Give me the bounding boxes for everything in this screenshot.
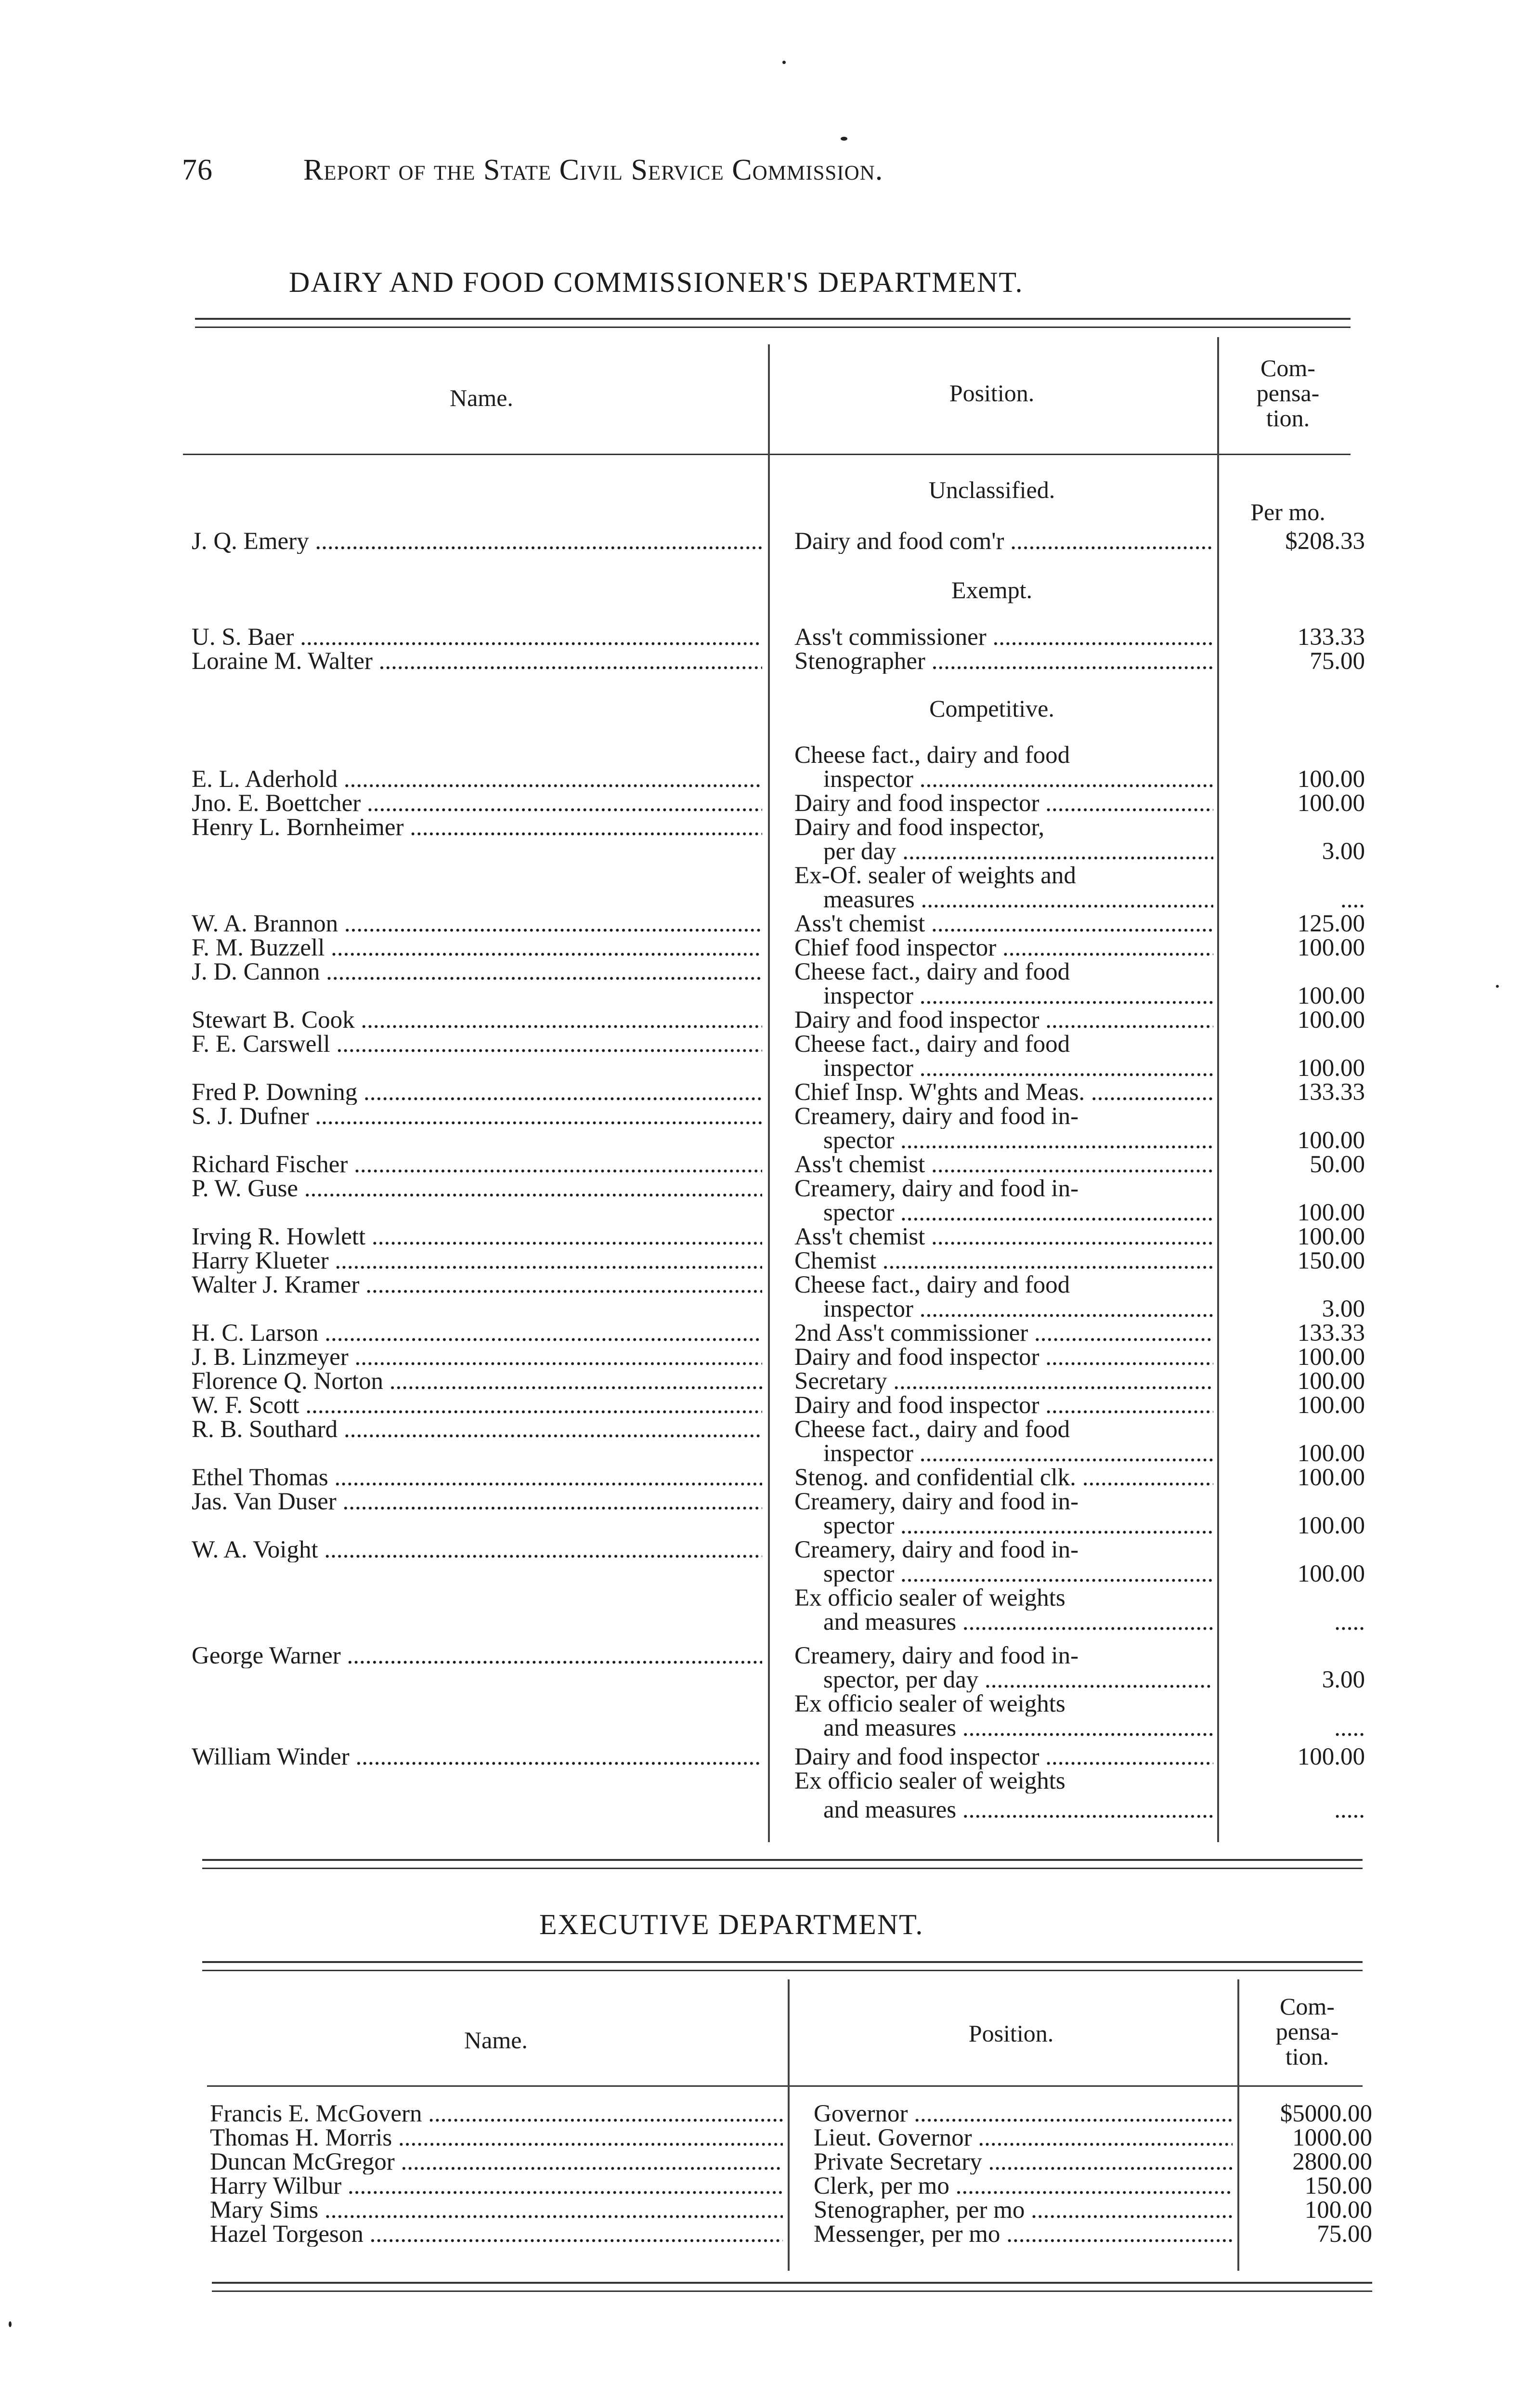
executive-table-pay: 2800.00 [1292,2148,1372,2175]
dairy-table-name: Jas. Van Duser ..... [192,1489,762,1514]
dairy-table-position: Stenog. and confidential clk. ..... [794,1465,1213,1490]
dairy-table-position: Cheese fact., dairy and food [794,959,1070,984]
dairy-table-position: spector ..... [823,1128,1213,1153]
dairy-table-position: and measures ..... [823,1715,1213,1741]
dairy-table-pay: 100.00 [1297,1344,1365,1371]
exec-bottom-rule-1 [212,2282,1372,2284]
dairy-table-name: U. S. Baer ..... [192,625,762,650]
dairy-table-pay: 100.00 [1297,766,1365,793]
dairy-table-name: William Winder ..... [192,1744,762,1769]
dairy-table-position: Creamery, dairy and food in- [794,1643,1079,1668]
dairy-table-position: inspector ..... [823,1056,1213,1081]
dairy-table-name: Irving R. Howlett ..... [192,1224,762,1249]
scan-speck [1496,985,1499,988]
dairy-table-name: J. B. Linzmeyer ..... [192,1345,762,1370]
page-number: 76 [182,154,213,186]
dairy-table-position: Ass't chemist ..... [794,1224,1213,1249]
dairy-table-name: W. F. Scott ..... [192,1393,762,1418]
dairy-table-position: Dairy and food inspector ..... [794,1744,1213,1769]
scan-speck [841,137,847,141]
executive-table-position: Clerk, per mo ..... [814,2173,1233,2199]
dairy-per-mo: Per mo. [1250,498,1325,525]
dairy-table-name: J. D. Cannon ..... [192,959,762,984]
dairy-table-position: spector, per day ..... [823,1667,1213,1692]
dairy-table-position: measures ..... [823,887,1213,912]
executive-table-pay: 150.00 [1304,2172,1372,2199]
dairy-table-position: Chief food inspector ..... [794,935,1213,960]
dairy-table-pay: 100.00 [1297,1392,1365,1419]
executive-table-position: Private Secretary ..... [814,2149,1233,2174]
dairy-table-name: Loraine M. Walter ..... [192,649,762,674]
dairy-table-name: F. E. Carswell ..... [192,1032,762,1057]
dairy-table-name: R. B. Southard ..... [192,1417,762,1442]
dairy-table-position: inspector ..... [823,767,1213,792]
exec-col-divider-1 [788,1979,790,2271]
dairy-table-position: Chief Insp. W'ghts and Meas. ..... [794,1080,1213,1105]
dairy-table-position: Secretary ..... [794,1369,1213,1394]
executive-table-pay: $5000.00 [1280,2100,1372,2127]
dairy-table-name: W. A. Voight ..... [192,1537,762,1562]
dairy-table-position: Chemist ..... [794,1248,1213,1273]
dairy-header-rule [183,454,1351,455]
executive-table-pay: 1000.00 [1292,2124,1372,2151]
dairy-table-name: F. M. Buzzell ..... [192,935,762,960]
dairy-table-position: Creamery, dairy and food in- [794,1537,1079,1562]
dairy-table-position: per day ..... [823,839,1213,864]
dairy-table-pay: 100.00 [1297,1464,1365,1491]
executive-table-name: Mary Sims ..... [210,2198,783,2223]
executive-table-name: Harry Wilbur ..... [210,2173,783,2199]
dairy-table-pay: 133.33 [1297,1320,1365,1347]
dairy-table-name: J. Q. Emery ..... [192,529,762,554]
dairy-table-position: Ex-Of. sealer of weights and [794,863,1076,888]
dairy-table-pay: 75.00 [1310,648,1365,675]
dairy-table-name: Stewart B. Cook ..... [192,1008,762,1033]
running-head: Report of the State Civil Service Commission. [303,154,883,186]
dairy-table-pay: 150.00 [1297,1247,1365,1274]
dairy-table-position: spector ..... [823,1561,1213,1586]
dairy-table-position: and measures ..... [823,1610,1213,1635]
dairy-table-position: Dairy and food inspector ..... [794,1345,1213,1370]
exec-col-divider-2 [1237,1979,1239,2271]
dairy-col-name: Name. [450,384,513,411]
dairy-table-position: spector ..... [823,1200,1213,1225]
dairy-table-name: E. L. Aderhold ..... [192,767,762,792]
dairy-table-pay: 100.00 [1297,1007,1365,1034]
dairy-table-pay: 3.00 [1322,1296,1365,1322]
dairy-table-position: Dairy and food com'r ..... [794,529,1213,554]
dairy-sec-unclassified: Unclassified. [928,476,1055,503]
dairy-table-position: Dairy and food inspector ..... [794,791,1213,816]
dairy-table-pay: 3.00 [1322,1666,1365,1693]
dairy-table-pay: 100.00 [1297,1512,1365,1539]
exec-col-position: Position. [968,2020,1054,2047]
dairy-table-position: Cheese fact., dairy and food [794,1272,1070,1297]
dairy-col-comp-1: Com- [1260,354,1315,381]
exec-col-comp-3: tion. [1285,2043,1329,2070]
dairy-table-position: inspector ..... [823,1296,1213,1322]
dairy-top-rule-1 [195,318,1351,320]
dairy-table-pay: 100.00 [1297,1560,1365,1587]
dairy-table-pay: .... [1340,886,1365,913]
executive-table-position: Messenger, per mo ..... [814,2222,1233,2247]
dairy-table-position: Ass't chemist ..... [794,911,1213,936]
exec-header-rule [207,2085,1363,2087]
dairy-table-pay: 133.33 [1297,624,1365,651]
dairy-table-position: Ass't chemist ..... [794,1152,1213,1177]
exec-top-rule-2 [202,1970,1363,1971]
dairy-table-name: W. A. Brannon ..... [192,911,762,936]
dairy-table-position: Ex officio sealer of weights [794,1585,1065,1610]
dairy-table-pay: 125.00 [1297,910,1365,937]
executive-dept-title: EXECUTIVE DEPARTMENT. [539,1909,924,1940]
dairy-bottom-rule-1 [202,1859,1363,1861]
dairy-table-position: Dairy and food inspector ..... [794,1393,1213,1418]
dairy-table-position: inspector ..... [823,1441,1213,1466]
dairy-table-position: and measures ..... [823,1797,1213,1822]
scan-speck [9,2321,12,2327]
executive-table-name: Duncan McGregor ..... [210,2149,783,2174]
dairy-col-divider-1 [768,344,770,1842]
dairy-table-pay: 100.00 [1297,934,1365,961]
executive-table-position: Governor ..... [814,2101,1233,2126]
dairy-table-pay: ..... [1334,1714,1365,1741]
dairy-col-comp-2: pensa- [1256,380,1320,406]
dairy-table-pay: 100.00 [1297,1199,1365,1226]
dairy-table-position: spector ..... [823,1513,1213,1538]
dairy-table-name: Florence Q. Norton ..... [192,1369,762,1394]
executive-table-name: Thomas H. Morris ..... [210,2125,783,2150]
dairy-table-name: Jno. E. Boettcher ..... [192,791,762,816]
dairy-col-comp-3: tion. [1266,405,1310,432]
executive-table-name: Francis E. McGovern ..... [210,2101,783,2126]
dairy-table-pay: 100.00 [1297,1055,1365,1082]
dairy-table-position: Stenographer ..... [794,649,1213,674]
scan-speck [782,61,786,64]
dairy-table-position: Creamery, dairy and food in- [794,1176,1079,1201]
dairy-table-name: Walter J. Kramer ..... [192,1272,762,1297]
dairy-table-name: Fred P. Downing ..... [192,1080,762,1105]
dairy-table-pay: 100.00 [1297,1440,1365,1467]
dairy-table-position: Cheese fact., dairy and food [794,1032,1070,1057]
dairy-table-position: Creamery, dairy and food in- [794,1489,1079,1514]
dairy-table-pay: 100.00 [1297,1223,1365,1250]
dairy-table-position: Cheese fact., dairy and food [794,1417,1070,1442]
dairy-sec-exempt: Exempt. [951,576,1033,603]
dairy-top-rule-2 [195,327,1351,328]
dairy-table-position: Dairy and food inspector ..... [794,1008,1213,1033]
dairy-table-position: Dairy and food inspector, [794,815,1045,840]
dairy-table-pay: 100.00 [1297,1127,1365,1154]
dairy-table-position: 2nd Ass't commissioner ..... [794,1321,1213,1346]
dairy-table-pay: 133.33 [1297,1079,1365,1106]
dairy-table-name: Ethel Thomas ..... [192,1465,762,1490]
dairy-table-pay: 100.00 [1297,1743,1365,1770]
dairy-table-position: Cheese fact., dairy and food [794,743,1070,768]
executive-table-pay: 75.00 [1317,2221,1372,2248]
dairy-table-name: Richard Fischer ..... [192,1152,762,1177]
executive-table-pay: 100.00 [1304,2197,1372,2224]
exec-col-comp-2: pensa- [1275,2018,1339,2045]
dairy-table-pay: $208.33 [1285,528,1365,555]
dairy-table-pay: ..... [1334,1609,1365,1636]
dairy-sec-competitive: Competitive. [929,695,1054,722]
dairy-table-name: Henry L. Bornheimer ..... [192,815,762,840]
dairy-table-pay: 100.00 [1297,790,1365,817]
dairy-table-position: Ex officio sealer of weights [794,1768,1065,1793]
dairy-table-position: Ex officio sealer of weights [794,1691,1065,1716]
dairy-dept-title: DAIRY AND FOOD COMMISSIONER'S DEPARTMENT. [289,266,1024,298]
exec-top-rule-1 [202,1961,1363,1963]
dairy-table-name: P. W. Guse ..... [192,1176,762,1201]
dairy-table-pay: 100.00 [1297,1368,1365,1395]
exec-bottom-rule-2 [212,2290,1372,2292]
dairy-table-position: Ass't commissioner ..... [794,625,1213,650]
executive-table-position: Stenographer, per mo ..... [814,2198,1233,2223]
dairy-table-pay: 100.00 [1297,982,1365,1009]
dairy-table-name: Harry Klueter ..... [192,1248,762,1273]
dairy-table-pay: ..... [1334,1796,1365,1823]
dairy-col-divider-2 [1217,337,1219,1842]
dairy-bottom-rule-2 [202,1868,1363,1869]
dairy-col-position: Position. [949,380,1035,406]
dairy-table-name: H. C. Larson ..... [192,1321,762,1346]
dairy-table-position: inspector ..... [823,983,1213,1008]
dairy-table-pay: 50.00 [1310,1151,1365,1178]
dairy-table-position: Creamery, dairy and food in- [794,1104,1079,1129]
dairy-table-name: George Warner ..... [192,1643,762,1668]
executive-table-name: Hazel Torgeson ..... [210,2222,783,2247]
dairy-table-name: S. J. Dufner ..... [192,1104,762,1129]
exec-col-comp-1: Com- [1280,1993,1335,2020]
exec-col-name: Name. [464,2027,528,2054]
executive-table-position: Lieut. Governor ..... [814,2125,1233,2150]
dairy-table-pay: 3.00 [1322,838,1365,865]
